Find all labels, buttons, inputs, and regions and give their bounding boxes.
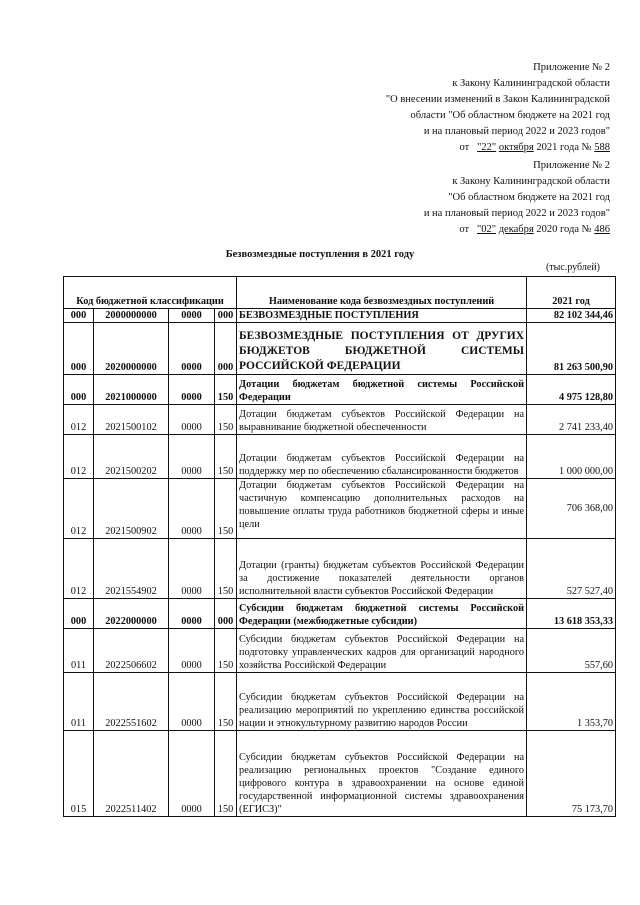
- item-amount: 1 353,70: [527, 673, 616, 731]
- header-line: и на плановый период 2022 и 2023 годов": [423, 126, 610, 137]
- header-line: Приложение № 2: [533, 160, 610, 171]
- header-original: [424, 158, 610, 238]
- code-admin: 012: [64, 479, 94, 539]
- code-class: 150: [215, 375, 237, 405]
- table-row: [64, 599, 616, 629]
- table-row: [64, 629, 616, 673]
- item-name: БЕЗВОЗМЕЗДНЫЕ ПОСТУПЛЕНИЯ: [237, 309, 527, 323]
- code-type: 2021554902: [94, 539, 169, 599]
- code-program: 0000: [169, 629, 215, 673]
- item-name: БЕЗВОЗМЕЗДНЫЕ ПОСТУПЛЕНИЯ ОТ ДРУГИХ БЮДЖЕТОВ БЮДЖЕТНОЙ СИСТЕМЫ РОССИЙСКОЙ ФЕДЕРАЦИИ: [237, 323, 527, 375]
- header-line: и на плановый период 2022 и 2023 годов": [423, 208, 610, 219]
- code-class: 000: [215, 309, 237, 323]
- code-class: 150: [215, 673, 237, 731]
- header-line: области "Об областном бюджете на 2021 год: [410, 110, 610, 121]
- date-day: "02": [477, 224, 497, 235]
- item-amount: 1 000 000,00: [527, 435, 616, 479]
- date-month: октября: [498, 142, 534, 153]
- code-program: 0000: [169, 599, 215, 629]
- item-name: Дотации бюджетам субъектов Российской Федерации на частичную компенсацию дополнительных расходов на повышение оплаты труда работников бюджетной сферы и иные цели: [237, 479, 527, 539]
- code-admin: 000: [64, 599, 94, 629]
- code-class: 000: [215, 323, 237, 375]
- code-type: 2022551602: [94, 673, 169, 731]
- item-name: Дотации бюджетам бюджетной системы Российской Федерации: [237, 375, 527, 405]
- table-row: [64, 539, 616, 599]
- code-admin: 015: [64, 731, 94, 817]
- revenue-table: [63, 276, 616, 817]
- item-amount: 527 527,40: [527, 539, 616, 599]
- item-name: Дотации бюджетам субъектов Российской Федерации на поддержку мер по обеспечению сбалансированности бюджетов: [237, 435, 527, 479]
- units-label: (тыс.рублей): [545, 262, 600, 273]
- date-day: "22": [477, 142, 497, 153]
- code-admin: 000: [64, 309, 94, 323]
- item-amount: 81 263 500,90: [527, 323, 616, 375]
- code-type: 2021500102: [94, 405, 169, 435]
- code-admin: 000: [64, 375, 94, 405]
- col-header-name: Наименование кода безвозмездных поступлений: [237, 277, 527, 309]
- code-program: 0000: [169, 405, 215, 435]
- table-row: [64, 435, 616, 479]
- code-type: 2022506602: [94, 629, 169, 673]
- code-class: 150: [215, 479, 237, 539]
- col-header-code: Код бюджетной классификации: [64, 277, 237, 309]
- table-row: [64, 405, 616, 435]
- code-class: 150: [215, 539, 237, 599]
- item-amount: 75 173,70: [527, 731, 616, 817]
- code-program: 0000: [169, 673, 215, 731]
- header-line: Приложение № 2: [533, 62, 610, 73]
- header-line: к Закону Калининградской области: [452, 176, 610, 187]
- code-program: 0000: [169, 539, 215, 599]
- code-type: 2000000000: [94, 309, 169, 323]
- item-name: Дотации бюджетам субъектов Российской Федерации на выравнивание бюджетной обеспеченности: [237, 405, 527, 435]
- code-admin: 012: [64, 405, 94, 435]
- item-amount: 706 368,00: [527, 479, 616, 539]
- code-admin: 011: [64, 673, 94, 731]
- header-line: "Об областном бюджете на 2021 год: [448, 192, 610, 203]
- table-row: [64, 673, 616, 731]
- code-type: 2022000000: [94, 599, 169, 629]
- table-row: [64, 309, 616, 323]
- date-year: 2020 года №: [536, 224, 592, 235]
- code-class: 150: [215, 731, 237, 817]
- code-program: 0000: [169, 435, 215, 479]
- header-amendment: [386, 60, 610, 156]
- item-amount: 82 102 344,46: [527, 309, 616, 323]
- item-amount: 557,60: [527, 629, 616, 673]
- date-number: 486: [594, 224, 610, 235]
- header-date-line: [386, 140, 610, 156]
- code-class: 150: [215, 629, 237, 673]
- code-program: 0000: [169, 309, 215, 323]
- code-class: 150: [215, 405, 237, 435]
- table-row: [64, 731, 616, 817]
- code-admin: 012: [64, 539, 94, 599]
- date-number: 588: [594, 142, 610, 153]
- date-prefix: от: [459, 224, 470, 235]
- document-title: Безвозмездные поступления в 2021 году: [225, 249, 415, 260]
- item-amount: 4 975 128,80: [527, 375, 616, 405]
- item-amount: 2 741 233,40: [527, 405, 616, 435]
- code-type: 2021500202: [94, 435, 169, 479]
- code-program: 0000: [169, 323, 215, 375]
- code-type: 2022511402: [94, 731, 169, 817]
- item-name: Субсидии бюджетам субъектов Российской Федерации на подготовку управленческих кадров для организаций народного хозяйства Российской Федерации: [237, 629, 527, 673]
- item-amount: 13 618 353,33: [527, 599, 616, 629]
- date-month: декабря: [498, 224, 534, 235]
- col-header-year: 2021 год: [527, 277, 616, 309]
- header-date-line: [424, 222, 610, 238]
- item-name: Дотации (гранты) бюджетам субъектов Российской Федерации за достижение показателей деятельности органов исполнительной власти субъектов Российской Федерации: [237, 539, 527, 599]
- item-name: Субсидии бюджетам бюджетной системы Российской Федерации (межбюджетные субсидии): [237, 599, 527, 629]
- table-row: [64, 375, 616, 405]
- code-admin: 000: [64, 323, 94, 375]
- code-program: 0000: [169, 731, 215, 817]
- code-type: 2021500902: [94, 479, 169, 539]
- header-line: к Закону Калининградской области: [452, 78, 610, 89]
- table-row: [64, 479, 616, 539]
- code-program: 0000: [169, 375, 215, 405]
- code-program: 0000: [169, 479, 215, 539]
- code-class: 000: [215, 599, 237, 629]
- table-row: [64, 323, 616, 375]
- code-class: 150: [215, 435, 237, 479]
- date-prefix: от: [459, 142, 470, 153]
- date-year: 2021 года №: [536, 142, 592, 153]
- code-type: 2021000000: [94, 375, 169, 405]
- code-admin: 011: [64, 629, 94, 673]
- code-type: 2020000000: [94, 323, 169, 375]
- item-name: Субсидии бюджетам субъектов Российской Федерации на реализацию мероприятий по укреплению единства российской нации и этнокультурному развитию народов России: [237, 673, 527, 731]
- item-name: Субсидии бюджетам субъектов Российской Федерации на реализацию региональных проектов "Создание единого цифрового контура в здравоохранении на основе единой государственной информационной системы здравоохранения (ЕГИСЗ)": [237, 731, 527, 817]
- code-admin: 012: [64, 435, 94, 479]
- header-line: "О внесении изменений в Закон Калининградской: [385, 94, 610, 105]
